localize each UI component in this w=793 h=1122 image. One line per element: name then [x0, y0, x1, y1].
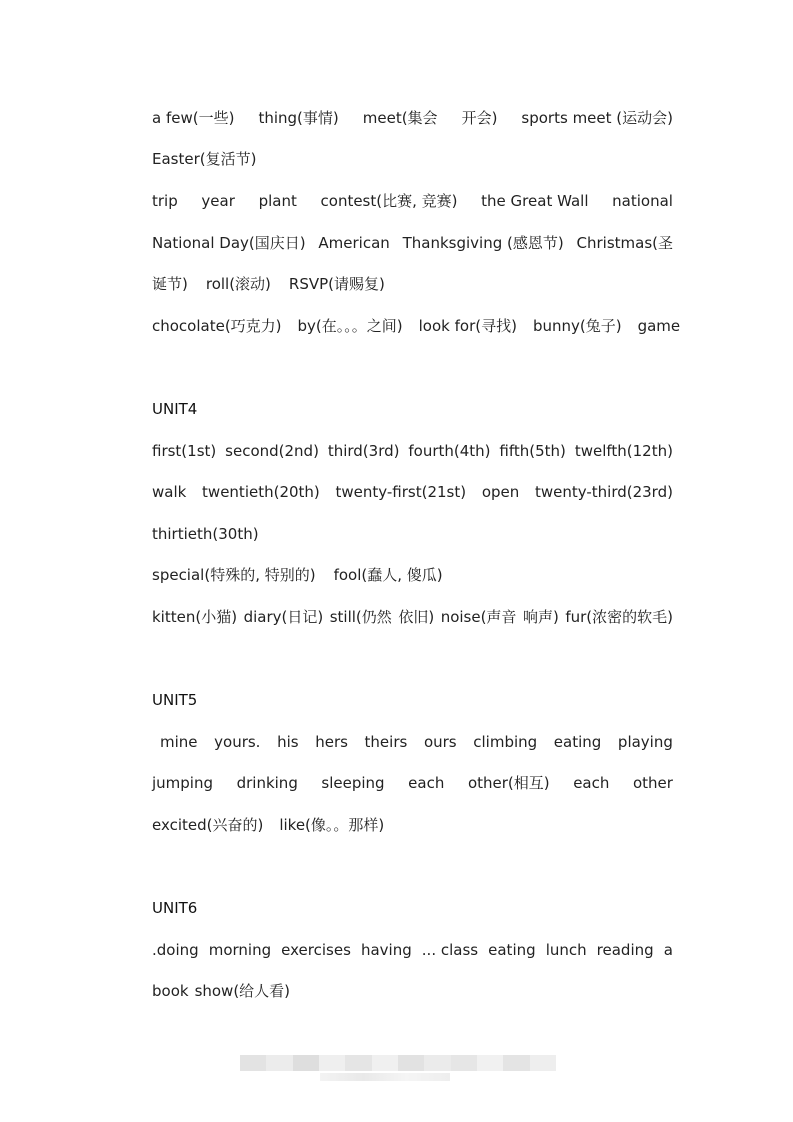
text-line	[152, 565, 673, 585]
blurred-footer-watermark-line	[320, 1073, 450, 1081]
vocab-word: ... class	[421, 941, 479, 959]
vocab-word: noise(声音	[440, 608, 517, 626]
vocab-word: sports meet (运动会)	[521, 109, 673, 127]
text-line	[152, 482, 673, 502]
vocab-word: 诞节)	[152, 275, 188, 293]
vocab-word: roll(滚动)	[205, 275, 271, 293]
vocab-word: by(在。。。之间)	[297, 317, 403, 335]
vocab-word: contest(比赛, 竞赛)	[320, 192, 458, 210]
vocab-word: yours.	[214, 733, 261, 751]
vocab-word: look for(寻找)	[418, 317, 517, 335]
vocab-word: fifth(5th)	[499, 442, 566, 460]
vocab-word: national	[612, 192, 673, 210]
vocab-word: a	[663, 941, 673, 959]
vocab-word: other	[632, 774, 673, 792]
vocab-word: .doing	[152, 941, 199, 959]
vocab-word: drinking	[236, 774, 298, 792]
vocab-word: the Great Wall	[481, 192, 589, 210]
vocab-word: game	[637, 317, 681, 335]
vocab-word: twelfth(12th)	[574, 442, 673, 460]
vocab-word: eating	[553, 733, 602, 751]
vocab-word: having	[360, 941, 412, 959]
vocab-word: Christmas(圣	[576, 234, 673, 252]
vocab-word: twenty-third(23rd)	[534, 483, 673, 501]
vocab-word: special(特殊的, 特别的)	[152, 566, 316, 584]
vocab-word: reading	[596, 941, 654, 959]
vocab-word: eating	[488, 941, 536, 959]
unit-heading: UNIT6	[152, 899, 198, 917]
vocab-word: chocolate(巧克力)	[152, 317, 282, 335]
text-line	[152, 773, 673, 793]
text-line	[152, 149, 673, 169]
vocab-word: excited(兴奋的)	[152, 816, 264, 834]
vocab-word: mine	[160, 733, 198, 751]
vocab-word: RSVP(请赐复)	[288, 275, 385, 293]
text-line	[152, 191, 673, 211]
vocab-word: trip	[152, 192, 178, 210]
vocab-word: morning	[208, 941, 272, 959]
vocab-word: his	[277, 733, 299, 751]
unit-heading: UNIT4	[152, 400, 198, 418]
vocab-word: twenty-first(21st)	[335, 483, 467, 501]
vocab-word: jumping	[152, 774, 214, 792]
text-line	[152, 316, 681, 336]
vocab-word: 开会)	[461, 109, 498, 127]
vocab-word: meet(集会	[362, 109, 438, 127]
vocab-word: lunch	[545, 941, 587, 959]
vocab-word: a few(一些)	[152, 109, 235, 127]
vocab-word: thing(事情)	[258, 109, 339, 127]
vocab-word: climbing	[473, 733, 538, 751]
vocab-word: book	[152, 982, 189, 1000]
text-line	[152, 108, 673, 128]
text-line	[152, 815, 673, 835]
vocab-word: year	[201, 192, 235, 210]
vocab-word: second(2nd)	[225, 442, 319, 460]
vocab-word: open	[481, 483, 520, 501]
vocab-word: each	[408, 774, 445, 792]
text-line	[152, 233, 673, 253]
vocab-word: diary(日记)	[243, 608, 324, 626]
vocab-word: ours	[423, 733, 457, 751]
vocab-word: National Day(国庆日)	[152, 234, 306, 252]
vocab-word: bunny(兔子)	[532, 317, 622, 335]
unit-heading: UNIT5	[152, 691, 198, 709]
vocab-word: twentieth(20th)	[202, 483, 320, 501]
vocab-word: other(相互)	[467, 774, 550, 792]
vocab-word: still(仍然	[329, 608, 392, 626]
text-line	[152, 274, 673, 294]
vocab-word: first(1st)	[152, 442, 217, 460]
vocab-word: walk	[152, 483, 187, 501]
vocab-word: exercises	[281, 941, 351, 959]
vocab-word: plant	[258, 192, 297, 210]
vocab-word: 响声)	[522, 608, 559, 626]
vocab-word: sleeping	[321, 774, 385, 792]
vocab-word: fool(蠢人, 傻瓜)	[333, 566, 443, 584]
blurred-footer-watermark	[240, 1055, 556, 1071]
vocab-word: show(给人看)	[194, 982, 291, 1000]
vocab-word: each	[573, 774, 610, 792]
vocab-word: like(像。。那样)	[279, 816, 385, 834]
text-line	[152, 607, 673, 627]
vocab-word: fourth(4th)	[408, 442, 491, 460]
text-line	[152, 981, 673, 1001]
text-line	[152, 441, 673, 461]
vocab-word: thirtieth(30th)	[152, 525, 259, 543]
vocab-word: playing	[617, 733, 673, 751]
vocab-word: Easter(复活节)	[152, 150, 257, 168]
vocab-word: theirs	[364, 733, 408, 751]
text-line	[152, 524, 673, 544]
vocab-word: fur(浓密的软毛)	[565, 608, 673, 626]
vocab-word: Thanksgiving (感恩节)	[402, 234, 564, 252]
vocab-word: third(3rd)	[327, 442, 400, 460]
text-line	[152, 732, 673, 752]
vocab-word: kitten(小猫)	[152, 608, 238, 626]
vocab-word: 依旧)	[398, 608, 435, 626]
vocab-word: hers	[315, 733, 348, 751]
text-line	[152, 940, 673, 960]
vocab-word: American	[318, 234, 390, 252]
